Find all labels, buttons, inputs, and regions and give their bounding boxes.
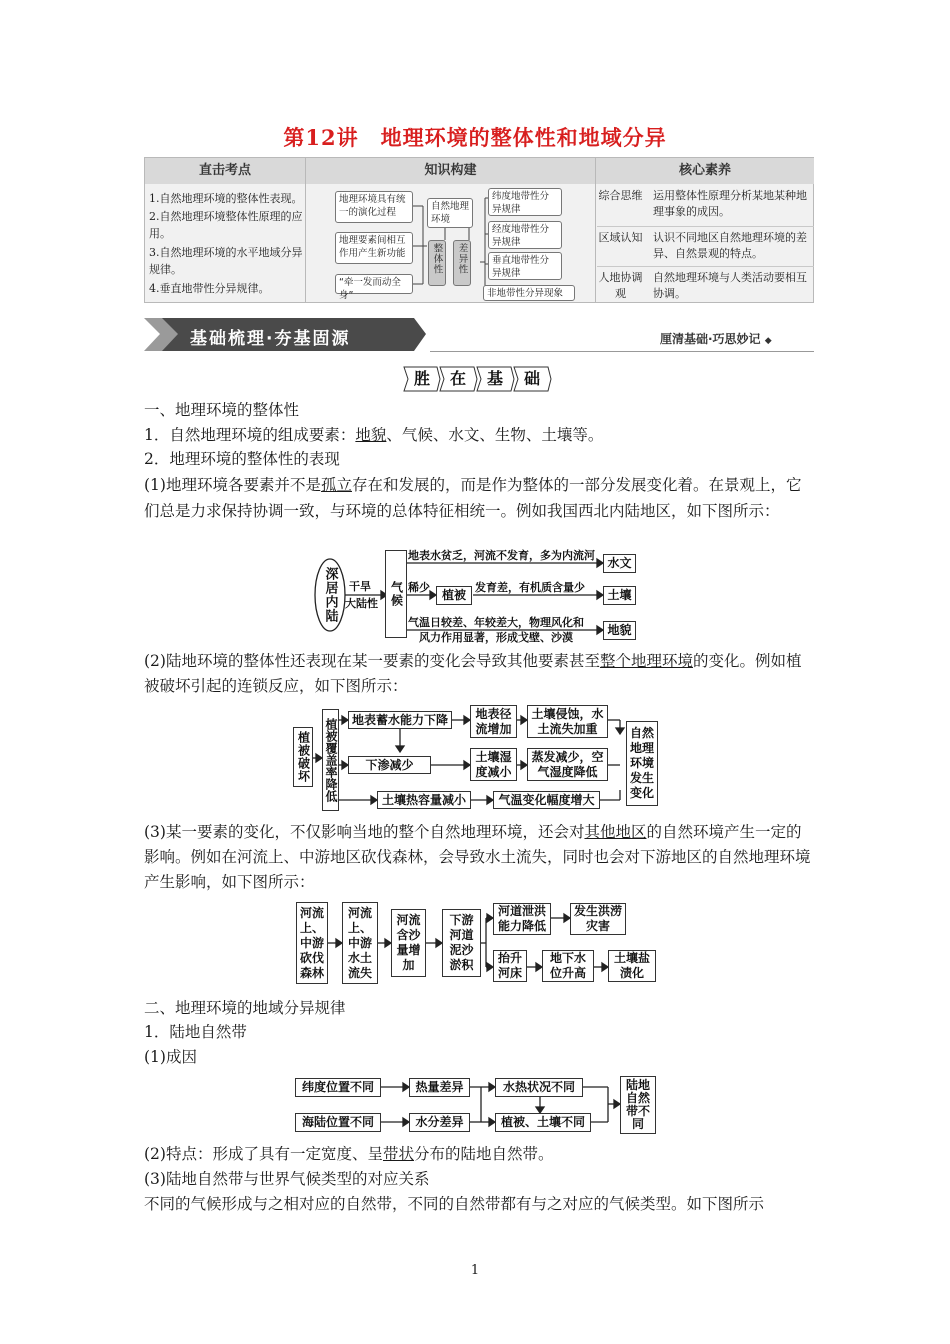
d2-b8: 蒸发减少，空气湿度降低 <box>527 748 608 781</box>
kb-mid-chayi: 差异性 <box>453 240 471 286</box>
para-p1: (1)地理环境各要素并不是孤立存在和发展的，而是作为整体的一部分发展变化着。在景观上，它们总是力求保持协调一致，与环境的总体特征相统一。例如我国西北内陆地区，如下图所示： <box>144 476 802 520</box>
section-2-1: 1．陆地自然带 <box>144 1023 247 1041</box>
d3-b6: 发生洪涝灾害 <box>570 903 626 935</box>
section-2-1-3: (3)陆地自然带与世界气候类型的对应关系 <box>144 1170 430 1188</box>
section-2-1-2: (2)特点：形成了具有一定宽度、呈带状分布的陆地自然带。 <box>144 1145 554 1163</box>
d4-b1: 纬度位置不同 <box>295 1078 381 1097</box>
kb-mid-env: 自然地理环境 <box>427 198 473 228</box>
banner-left-text: 基础梳理·夯基固源 <box>190 329 351 349</box>
suyang-row-3: 人地协调观 自然地理环境与人类活动要相互协调。 <box>598 271 807 300</box>
kb-right-3: 垂直地带性分异规律 <box>488 252 562 280</box>
d3-b2: 河流上、中游水土流失 <box>342 902 378 984</box>
section-1-heading: 一、地理环境的整体性 <box>144 401 300 419</box>
d2-b3: 地表蓄水能力下降 <box>348 711 452 729</box>
header-kaodian: 直击考点 <box>145 158 305 184</box>
d2-b9: 土壤热容量减小 <box>377 791 471 809</box>
kb-left-2: 地理要素间相互作用产生新功能 <box>335 232 413 264</box>
d1-soil-box: 土壤 <box>603 586 636 605</box>
header-zhishi: 知识构建 <box>306 158 595 184</box>
d3-b5: 河道泄洪能力降低 <box>493 903 551 935</box>
para-1-1: 1．自然地理环境的组成要素：地貌、气候、水文、生物、土壤等。 <box>144 426 604 444</box>
d4-b4: 海陆位置不同 <box>295 1113 381 1132</box>
d4-b6: 植被、土壤不同 <box>495 1113 591 1132</box>
banner-right-text: 厘清基础·巧思妙记 ◆ <box>660 332 772 346</box>
sub-banner: 胜 在 基 础 <box>402 366 552 392</box>
d3-b1: 河流上、中游砍伐森林 <box>296 902 328 984</box>
d4-b7: 陆地自然带不同 <box>620 1076 656 1134</box>
d2-b6: 下渗减少 <box>348 756 431 774</box>
d3-b8: 地下水位升高 <box>542 950 594 982</box>
d2-b11: 自然地理环境发生变化 <box>626 721 658 806</box>
d2-b7: 土壤湿度减小 <box>470 748 517 781</box>
d1-landform-box: 地貌 <box>603 621 636 640</box>
kaodian-1: 1.自然地理环境的整体性表现。 <box>149 192 303 205</box>
d1-oval-text: 深居内陆 <box>322 567 338 623</box>
d1-climate-box: 气候 <box>385 550 407 638</box>
section-banner <box>144 318 426 351</box>
kb-right-2: 经度地带性分异规律 <box>488 221 562 249</box>
d2-b4: 地表径流增加 <box>470 705 517 738</box>
d4-b3: 水热状况不同 <box>495 1078 583 1097</box>
d1-water-box: 水文 <box>603 554 636 573</box>
header-suyang: 核心素养 <box>596 158 814 184</box>
page-title: 第12讲 地理环境的整体性和地域分异 <box>283 125 667 150</box>
kb-right-4: 非地带性分异现象 <box>483 285 575 301</box>
para-1-2: 2．地理环境的整体性的表现 <box>144 450 340 468</box>
d3-b9: 土壤盐渍化 <box>608 950 656 982</box>
d2-b5: 土壤侵蚀，水土流失加重 <box>527 705 608 738</box>
summary-table <box>144 157 814 303</box>
d1-bot-label-1: 气温日较差、年较差大，物理风化和 <box>408 616 584 629</box>
kaodian-2: 2.自然地理环境整体性原理的应用。 <box>149 210 303 240</box>
d2-b10: 气温变化幅度增大 <box>493 791 600 809</box>
kb-mid-zhengti: 整体性 <box>428 240 446 286</box>
section-2-last: 不同的气候形成与之相对应的自然带，不同的自然带都有与之对应的气候类型。如下图所示 <box>144 1195 765 1213</box>
d3-b3: 河流含沙量增加 <box>391 909 426 977</box>
d3-b4: 下游河道泥沙淤积 <box>442 909 481 977</box>
para-p3: (3)某一要素的变化，不仅影响当地的整个自然地理环境，还会对其他地区的自然环境产生一定的影响。例如在河流上、中游地区砍伐森林，会导致水土流失，同时也会对下游地区的自然地理环境产生影响，如下图所示： <box>144 823 811 891</box>
kb-right-1: 纬度地带性分异规律 <box>488 188 562 216</box>
suyang-row-2: 区域认知 认识不同地区自然地理环境的差异、自然景观的特点。 <box>598 231 807 260</box>
section-2-1-1: (1)成因 <box>144 1048 197 1066</box>
d1-arrow-label-2: 大陆性 <box>345 597 378 610</box>
d1-mid-label-2: 发育差，有机质含量少 <box>475 581 585 594</box>
kb-left-1: 地理环境具有统一的演化过程 <box>335 191 413 223</box>
section-2-heading: 二、地理环境的地域分异规律 <box>144 999 346 1017</box>
d1-veg-box: 植被 <box>436 586 472 605</box>
d1-mid-label: 稀少 <box>408 581 430 594</box>
page-number: 1 <box>470 1263 480 1278</box>
d4-b2: 热量差异 <box>409 1078 470 1097</box>
d2-b1: 植被破坏 <box>293 727 313 787</box>
kaodian-3: 3.自然地理环境的水平地域分异规律。 <box>149 246 303 276</box>
d3-b7: 抬升河床 <box>493 950 527 982</box>
d4-b5: 水分差异 <box>409 1113 470 1132</box>
d1-top-label: 地表水贫乏，河流不发育，多为内流河 <box>408 549 595 562</box>
kaodian-4: 4.垂直地带性分异规律。 <box>149 282 270 295</box>
para-p2: (2)陆地环境的整体性还表现在某一要素的变化会导致其他要素甚至整个地理环境的变化。例如植被破坏引起的连锁反应，如下图所示： <box>144 652 802 695</box>
d1-bot-label-2: 风力作用显著，形成戈壁、沙漠 <box>419 631 573 644</box>
suyang-row-1: 综合思维 运用整体性原理分析某地某种地理事象的成因。 <box>598 189 807 218</box>
d1-arrow-label-1: 干旱 <box>349 580 371 593</box>
d2-b2: 植被覆盖率降低 <box>322 709 339 811</box>
kb-left-3: “牵一发而动全身” <box>335 274 413 294</box>
